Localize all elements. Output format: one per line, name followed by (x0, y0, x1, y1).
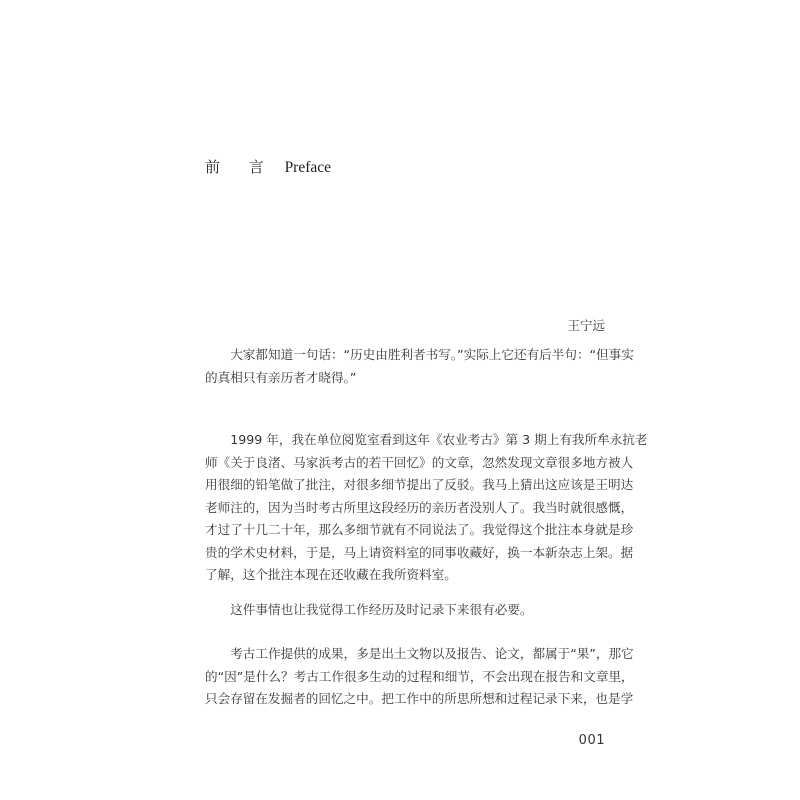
paragraph-4 (205, 643, 634, 711)
paragraph-3 (205, 599, 605, 622)
page-number: 001 (578, 733, 605, 748)
text-line: 才过了十几二十年，那么多细节就有不同说法了。我觉得这个批注本身就是珍 (205, 522, 634, 537)
text-line: 考古工作提供的成果，多是出土文物以及报告、论文，都属于“果”，那它 (230, 646, 634, 661)
page-title (205, 156, 331, 177)
book-page (205, 0, 648, 800)
text-line: 了解，这个批注本现在还收藏在我所资料室。 (205, 567, 457, 582)
author-name: 王宁远 (567, 318, 605, 333)
text-line: 用很细的铅笔做了批注，对很多细节提出了反驳。我马上猜出这应该是王明达 (205, 477, 634, 492)
title-chinese: 前 言 (205, 158, 276, 176)
paragraph-2 (205, 429, 648, 587)
text-line: 1999 年，我在单位阅览室看到这年《农业考古》第 3 期上有我所牟永抗老 (230, 432, 648, 447)
text-line: 师《关于良渚、马家浜考古的若干回忆》的文章，忽然发现文章很多地方被人 (205, 454, 634, 470)
text-line: 的“因”是什么？考古工作很多生动的过程和细节，不会出现在报告和文章里， (205, 668, 634, 684)
text-line: 大家都知道一句话：“历史由胜利者书写。”实际上它还有后半句：“但事实 (230, 347, 634, 362)
text-line: 这件事情也让我觉得工作经历及时记录下来很有必要。 (230, 602, 533, 617)
title-english: Preface (284, 159, 332, 176)
text-line: 老师注的，因为当时考古所里这段经历的亲历者没别人了。我当时就很感慨， (205, 499, 634, 515)
text-line: 贵的学术史材料，于是，马上请资料室的同事收藏好，换一本新杂志上架。据 (205, 544, 634, 560)
paragraph-1 (205, 344, 634, 389)
text-line: 只会存留在发掘者的回忆之中。把工作中的所思所想和过程记录下来，也是学 (205, 691, 634, 706)
text-line: 的真相只有亲历者才晓得。” (205, 369, 357, 385)
